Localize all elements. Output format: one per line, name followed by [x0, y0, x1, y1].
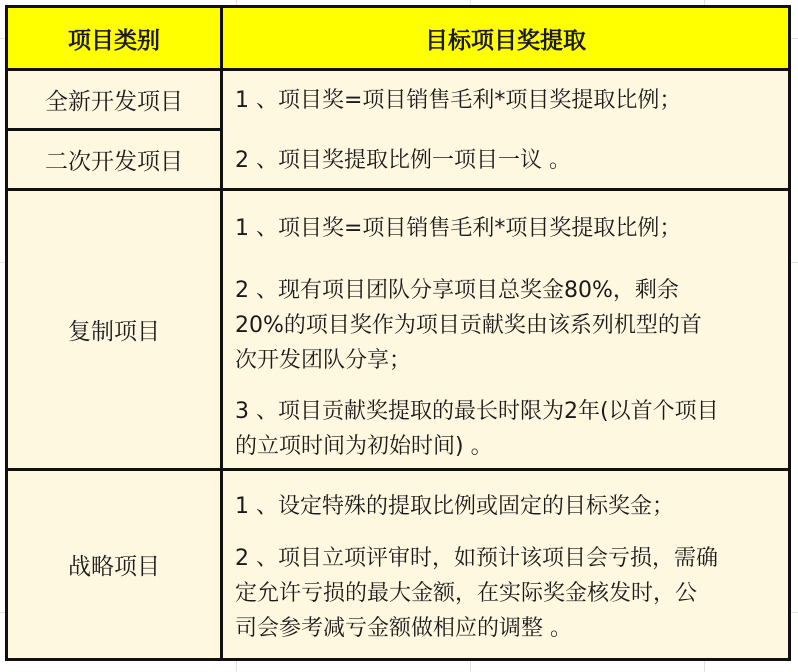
category-new-development[interactable]: 全新开发项目 [8, 71, 220, 128]
rule-line: 2 、项目立项评审时，如预计该项目会亏损，需确 [235, 546, 718, 571]
header-category[interactable]: 项目类别 [8, 8, 220, 68]
rule-line: 1 、项目奖=项目销售毛利*项目奖提取比例； [235, 216, 682, 241]
rule-line: 3 、项目贡献奖提取的最长时限为2年(以首个项目 [235, 399, 719, 424]
rule-line: 次开发团队分享； [235, 348, 412, 373]
category-strategic-project[interactable]: 战略项目 [8, 471, 220, 658]
bonus-table [5, 5, 791, 661]
rule-line: 的立项时间为初始时间) 。 [235, 434, 493, 459]
header-bonus[interactable]: 目标项目奖提取 [223, 8, 788, 68]
row-divider [8, 128, 220, 131]
rule-line: 1 、设定特殊的提取比例或固定的目标奖金； [235, 494, 674, 519]
rule-line: 2 、项目奖提取比例一项目一议 。 [235, 148, 571, 173]
row-divider [8, 468, 788, 471]
row-divider [8, 68, 788, 71]
rule-line: 司会参考减亏金额做相应的调整 。 [235, 616, 572, 641]
row-divider [8, 188, 788, 191]
category-secondary-development[interactable]: 二次开发项目 [8, 131, 220, 188]
rule-line: 1 、项目奖=项目销售毛利*项目奖提取比例； [235, 88, 682, 113]
rule-line: 20%的项目奖作为项目贡献奖由该系列机型的首 [235, 313, 702, 338]
rule-line: 2 、现有项目团队分享项目总奖金80%，剩余 [235, 278, 679, 303]
column-divider [220, 8, 223, 658]
category-copy-project[interactable]: 复制项目 [8, 191, 220, 468]
rule-line: 定允许亏损的最大金额，在实际奖金核发时，公 [235, 581, 698, 606]
